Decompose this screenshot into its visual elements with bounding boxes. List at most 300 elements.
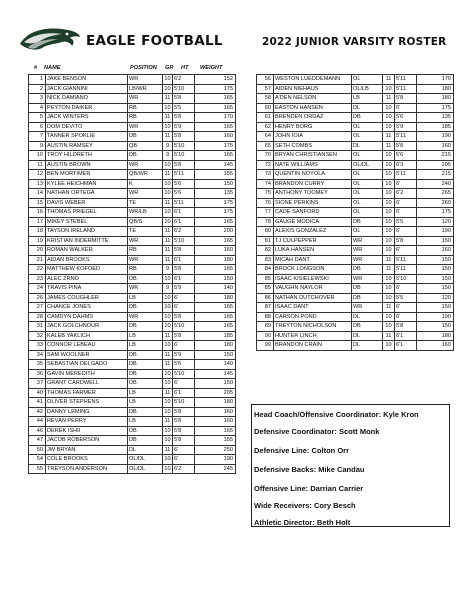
player-gr: 11 — [163, 113, 173, 123]
table-row — [29, 122, 236, 132]
player-wt: 165 — [195, 265, 236, 275]
player-wt: 135 — [417, 113, 454, 123]
player-pos: DB — [352, 322, 383, 332]
player-num: 86 — [257, 293, 274, 303]
player-ht: 6' — [395, 198, 417, 208]
player-ht: 5'11 — [395, 170, 417, 180]
player-name: NATE WILLIAMS — [274, 160, 352, 170]
player-name: ALEXIS GONZALEZ — [274, 227, 352, 237]
player-pos: TE — [128, 227, 163, 237]
table-row — [29, 369, 236, 379]
player-gr: 11 — [383, 303, 395, 313]
player-num: 50 — [29, 445, 46, 455]
player-name: QUENTIN NOYOLA — [274, 170, 352, 180]
brand-title: EAGLE FOOTBALL — [86, 33, 223, 49]
player-ht: 6' — [395, 303, 417, 313]
table-row — [257, 312, 454, 322]
player-ht: 5'9 — [173, 284, 195, 294]
table-row — [257, 179, 454, 189]
player-num: 80 — [257, 227, 274, 237]
player-name: EASTON HANSEN — [274, 103, 352, 113]
player-name: CHANCE JONES — [46, 303, 128, 313]
player-ht: 5'6 — [173, 189, 195, 199]
player-wt: 205 — [195, 388, 236, 398]
player-name: KYLEE HEICHMAN — [46, 179, 128, 189]
player-wt: 150 — [195, 379, 236, 389]
player-gr: 10 — [164, 180, 171, 187]
player-wt: 165 — [195, 122, 236, 132]
player-ht: 5'10 — [173, 151, 195, 161]
player-name: GAVIN MEREDITH — [46, 369, 128, 379]
player-num: 5 — [29, 113, 46, 123]
player-name: TAYSON IRELAND — [46, 227, 128, 237]
player-ht: 5'5 — [173, 103, 195, 113]
table-row — [257, 227, 454, 237]
table-row — [29, 84, 236, 94]
player-name: TREYTON NICHOLSON — [274, 322, 352, 332]
player-ht: 6' — [395, 227, 417, 237]
table-row — [29, 379, 236, 389]
player-name: JOHN IOIA — [274, 132, 352, 142]
player-wt: 200 — [195, 227, 236, 237]
player-num: 27 — [29, 303, 46, 313]
roster-table-left — [28, 74, 236, 474]
player-pos: WR — [128, 160, 163, 170]
player-ht: 6' — [173, 445, 195, 455]
player-name: KRISTIAN INDERMITTE — [46, 236, 128, 246]
player-pos: DB — [128, 436, 163, 446]
player-ht: 6'2 — [173, 75, 195, 85]
player-gr: 11 — [163, 388, 173, 398]
player-ht: 5'8 — [173, 417, 195, 427]
table-row — [29, 179, 236, 189]
player-pos: DB — [128, 322, 163, 332]
table-row — [257, 331, 454, 341]
player-gr: 10 — [164, 304, 171, 311]
player-wt: 250 — [195, 445, 236, 455]
player-pos: DL — [352, 103, 383, 113]
player-name: SIONE PERKINS — [274, 198, 352, 208]
player-ht: 5'8 — [173, 246, 195, 256]
player-wt: 215 — [417, 170, 454, 180]
player-pos: LB — [128, 398, 163, 408]
table-row — [29, 322, 236, 332]
table-row — [29, 236, 236, 246]
table-row — [29, 94, 236, 104]
player-pos: DB — [352, 217, 383, 227]
player-gr: 10 — [383, 246, 395, 256]
player-pos: DB — [352, 284, 383, 294]
table-row — [257, 132, 454, 142]
player-num: 58 — [257, 94, 274, 104]
player-wt: 150 — [417, 284, 454, 294]
player-name: ISAAC DANT — [274, 303, 352, 313]
player-name: CARSON POND — [274, 312, 352, 322]
player-ht: 5'8 — [395, 322, 417, 332]
player-gr: 10 — [383, 198, 395, 208]
player-ht: 5'5 — [395, 293, 417, 303]
player-name: BRYAN CHRISTIANSEN — [274, 151, 352, 161]
player-wt: 180 — [195, 293, 236, 303]
player-gr: 11 — [383, 75, 395, 85]
player-wt: 180 — [195, 255, 236, 265]
roster-table-right — [256, 74, 454, 351]
player-pos: WR — [128, 189, 163, 199]
player-ht: 5'11 — [395, 265, 417, 275]
player-gr: 10 — [383, 103, 395, 113]
player-ht: 6'1 — [173, 388, 195, 398]
player-ht: 5'8 — [173, 436, 195, 446]
table-row — [29, 426, 236, 436]
player-name: THOMAS FARMER — [46, 388, 128, 398]
player-wt: 190 — [417, 227, 454, 237]
player-ht: 5'8 — [173, 94, 195, 104]
player-name: THOMAS PRIEGEL — [46, 208, 128, 218]
table-row — [257, 303, 454, 313]
player-name: JW BRYAN — [46, 445, 128, 455]
table-row — [29, 274, 236, 284]
col-weight: WEIGHT — [200, 65, 223, 71]
player-gr: 10 — [383, 293, 395, 303]
player-pos: WR — [128, 236, 163, 246]
player-name: BRANDON CRAIN — [274, 341, 352, 351]
player-pos: OL/DL — [128, 455, 163, 465]
player-ht: 5'11 — [395, 255, 417, 265]
player-gr: 11 — [163, 360, 173, 370]
player-name: SEBASTIAN DELGADO — [46, 360, 128, 370]
player-gr: 10 — [164, 427, 171, 434]
player-ht: 6' — [395, 103, 417, 113]
table-row — [29, 265, 236, 275]
table-row — [29, 398, 236, 408]
player-wt: 175 — [195, 208, 236, 218]
player-wt: 135 — [195, 189, 236, 199]
player-pos: RB — [128, 113, 163, 123]
player-num: 44 — [29, 417, 46, 427]
player-ht: 5'11 — [395, 84, 417, 94]
player-wt: 265 — [417, 189, 454, 199]
player-num: 42 — [29, 407, 46, 417]
player-pos: LB — [128, 341, 163, 351]
player-num: 23 — [29, 274, 46, 284]
player-name: TREYSON ANDERSON — [46, 464, 128, 474]
player-ht: 6' — [173, 303, 195, 313]
player-gr: 10 — [164, 408, 171, 415]
player-gr: 11 — [163, 255, 173, 265]
player-num: 75 — [257, 189, 274, 199]
player-pos: RB — [128, 265, 163, 275]
player-wt: 150 — [195, 350, 236, 360]
player-name: TJ CULPEPPER — [274, 236, 352, 246]
player-wt: 240 — [417, 179, 454, 189]
table-row — [257, 151, 454, 161]
player-ht: 6'1 — [173, 217, 195, 227]
player-gr: 11 — [163, 445, 173, 455]
table-row — [29, 132, 236, 142]
player-ht: 5'8 — [173, 132, 195, 142]
player-num: 21 — [29, 255, 46, 265]
player-pos: WR — [352, 274, 383, 284]
player-ht: 5'11 — [173, 170, 195, 180]
player-pos: DB — [352, 293, 383, 303]
player-wt: 175 — [195, 198, 236, 208]
staff-head-coach: Head Coach/Offensive Coordinator: Kyle Kron — [254, 410, 419, 419]
player-wt: 185 — [417, 122, 454, 132]
player-name: JAMES COUGHLER — [46, 293, 128, 303]
player-num: 54 — [29, 455, 46, 465]
player-pos: OL — [352, 189, 383, 199]
player-ht: 6'1 — [395, 331, 417, 341]
player-num: 76 — [257, 198, 274, 208]
player-num: 61 — [257, 113, 274, 123]
player-wt: 145 — [195, 369, 236, 379]
table-row — [257, 246, 454, 256]
player-gr: 10 — [164, 313, 171, 320]
staff-defensive-backs: Defensive Backs: Mike Candau — [254, 465, 365, 474]
player-gr: 11 — [383, 141, 395, 151]
player-pos: WR — [128, 94, 163, 104]
player-num: 17 — [29, 217, 46, 227]
player-gr: 10 — [164, 399, 171, 406]
table-row — [29, 293, 236, 303]
player-wt: 190 — [417, 312, 454, 322]
player-name: NATHAN ORTEGA — [46, 189, 128, 199]
table-row — [257, 265, 454, 275]
player-ht: 6' — [173, 455, 195, 465]
player-name: LUKA HANSEN — [274, 246, 352, 256]
player-ht: 5'9 — [395, 122, 417, 132]
player-num: 24 — [29, 284, 46, 294]
player-ht: 6'1 — [395, 341, 417, 351]
player-num: 85 — [257, 274, 274, 284]
player-ht: 6'1 — [173, 255, 195, 265]
player-wt: 150 — [417, 236, 454, 246]
player-ht: 6' — [173, 293, 195, 303]
player-name: DEREK ISHII — [46, 426, 128, 436]
player-ht: 5'5 — [395, 217, 417, 227]
player-wt: 160 — [417, 246, 454, 256]
player-gr: 9 — [163, 284, 173, 294]
player-num: 4 — [29, 103, 46, 113]
table-row — [257, 208, 454, 218]
player-name: HUNTER LINCH — [274, 331, 352, 341]
player-name: ROMAN WALKER — [46, 246, 128, 256]
player-pos: DB — [352, 265, 383, 275]
player-wt: 165 — [195, 312, 236, 322]
player-pos: OL — [352, 151, 383, 161]
player-pos: DL — [352, 141, 383, 151]
player-gr: 10 — [164, 342, 171, 349]
player-num: 65 — [257, 141, 274, 151]
player-ht: 6'2 — [173, 464, 195, 474]
player-name: CONNOR LEBEAU — [46, 341, 128, 351]
player-pos: DB — [128, 274, 163, 284]
player-gr: 11 — [163, 94, 173, 104]
player-num: 84 — [257, 265, 274, 275]
player-wt: 160 — [417, 141, 454, 151]
table-row — [29, 208, 236, 218]
player-name: ALEC ZRNO — [46, 274, 128, 284]
table-row — [29, 350, 236, 360]
table-row — [29, 255, 236, 265]
player-pos: LB/WR — [128, 84, 163, 94]
player-ht: 5'10 — [173, 141, 195, 151]
player-wt: 160 — [195, 417, 236, 427]
table-row — [29, 189, 236, 199]
player-wt: 165 — [195, 303, 236, 313]
player-name: A'DEN NELSON — [274, 94, 352, 104]
player-num: 22 — [29, 265, 46, 275]
player-name: MICAH DANT — [274, 255, 352, 265]
player-pos: DL — [128, 445, 163, 455]
player-ht: 6'2 — [395, 189, 417, 199]
player-pos: RB — [128, 246, 163, 256]
player-pos: DB — [128, 379, 163, 389]
player-name: KALEB YAKLICH — [46, 331, 128, 341]
player-ht: 6' — [395, 284, 417, 294]
player-num: 74 — [257, 179, 274, 189]
player-wt: 205 — [417, 160, 454, 170]
player-num: 73 — [257, 170, 274, 180]
table-row — [29, 303, 236, 313]
player-gr: 10 — [383, 217, 395, 227]
player-pos: DB — [128, 303, 163, 313]
player-gr: 11 — [383, 265, 395, 275]
player-ht: 5'9 — [173, 122, 195, 132]
player-num: 70 — [257, 151, 274, 161]
player-ht: 5'11 — [395, 75, 417, 85]
player-pos: DB — [128, 426, 163, 436]
player-pos: OL/DL — [352, 160, 383, 170]
player-pos: OL/DL — [128, 464, 163, 474]
col-height: HT — [181, 65, 189, 71]
player-pos: DB — [128, 407, 163, 417]
player-pos: LB — [128, 293, 163, 303]
player-pos: WR/LB — [128, 208, 163, 218]
player-gr: 10 — [383, 312, 395, 322]
player-num: 33 — [29, 341, 46, 351]
player-ht: 5'6 — [173, 179, 195, 189]
player-gr: 10 — [383, 170, 395, 180]
player-name: BROCK LONGSON — [274, 265, 352, 275]
player-wt: 180 — [417, 84, 454, 94]
player-num: 18 — [29, 227, 46, 237]
player-num: 2 — [29, 84, 46, 94]
player-pos: QB/WR — [128, 170, 163, 180]
player-pos: OL — [352, 170, 383, 180]
player-name: MATTHEW KOFOED — [46, 265, 128, 275]
player-ht: 5'8 — [173, 265, 195, 275]
table-row — [29, 198, 236, 208]
player-num: 3 — [29, 94, 46, 104]
player-num: 12 — [29, 170, 46, 180]
player-wt: 180 — [417, 331, 454, 341]
table-row — [29, 360, 236, 370]
player-num: 60 — [257, 103, 274, 113]
player-ht: 5'11 — [395, 132, 417, 142]
table-row — [29, 445, 236, 455]
player-wt: 150 — [417, 255, 454, 265]
player-pos: DB — [128, 350, 163, 360]
player-name: DOM DEVITO — [46, 122, 128, 132]
player-name: HENRY BORG — [274, 122, 352, 132]
player-ht: 5'8 — [173, 331, 195, 341]
player-num: 1 — [29, 75, 46, 85]
player-pos: WR — [128, 75, 163, 85]
player-name: VAUGHN NAYLOR — [274, 284, 352, 294]
player-name: TRAVIS PINA — [46, 284, 128, 294]
player-gr: 11 — [383, 255, 395, 265]
player-ht: 6' — [395, 208, 417, 218]
player-gr: 10 — [383, 208, 395, 218]
player-gr: 10 — [164, 380, 171, 387]
player-name: JACK WINTERS — [46, 113, 128, 123]
player-gr: 10 — [164, 76, 171, 83]
player-gr: 10 — [383, 84, 395, 94]
staff-athletic-director: Athletic Director: Beth Holt — [254, 518, 351, 527]
player-pos: OL — [352, 208, 383, 218]
player-gr: 10 — [383, 274, 395, 284]
player-pos: DL — [352, 341, 383, 351]
player-gr: 11 — [383, 331, 395, 341]
player-wt: 190 — [195, 455, 236, 465]
player-name: SETH COMBS — [274, 141, 352, 151]
player-ht: 6'3 — [395, 160, 417, 170]
player-num: 78 — [257, 217, 274, 227]
player-gr: 10 — [164, 123, 171, 130]
table-row — [29, 103, 236, 113]
player-name: CAMDYN DAHMS — [46, 312, 128, 322]
player-num: 85 — [257, 284, 274, 294]
player-wt: 150 — [417, 274, 454, 284]
player-name: NATHAN DUTCHOVER — [274, 293, 352, 303]
player-pos: TE — [128, 198, 163, 208]
player-name: AUSTIN BROWN — [46, 160, 128, 170]
player-wt: 145 — [195, 160, 236, 170]
player-gr: 11 — [163, 246, 173, 256]
player-num: 13 — [29, 179, 46, 189]
player-wt: 180 — [195, 398, 236, 408]
player-num: 46 — [29, 426, 46, 436]
player-gr: 10 — [164, 323, 171, 330]
player-wt: 150 — [195, 274, 236, 284]
player-ht: 5'10 — [173, 322, 195, 332]
player-pos: WR — [128, 122, 163, 132]
player-wt: 165 — [195, 322, 236, 332]
player-wt: 190 — [417, 132, 454, 142]
player-pos: DB — [128, 151, 163, 161]
table-row — [257, 84, 454, 94]
player-ht: 5'10 — [173, 369, 195, 379]
player-num: 19 — [29, 236, 46, 246]
player-ht: 6' — [395, 246, 417, 256]
player-gr: 11 — [163, 417, 173, 427]
player-num: 72 — [257, 160, 274, 170]
table-row — [29, 331, 236, 341]
player-name: DAVIS WEBER — [46, 198, 128, 208]
player-pos: WR — [128, 255, 163, 265]
table-row — [257, 189, 454, 199]
player-wt: 175 — [417, 208, 454, 218]
player-gr: 11 — [383, 94, 395, 104]
player-num: 34 — [29, 350, 46, 360]
player-gr: 10 — [383, 179, 395, 189]
player-wt: 175 — [417, 103, 454, 113]
player-gr: 11 — [383, 132, 395, 142]
player-pos: LB — [128, 388, 163, 398]
player-name: BEN MORTIMER — [46, 170, 128, 180]
player-ht: 5'10 — [173, 398, 195, 408]
